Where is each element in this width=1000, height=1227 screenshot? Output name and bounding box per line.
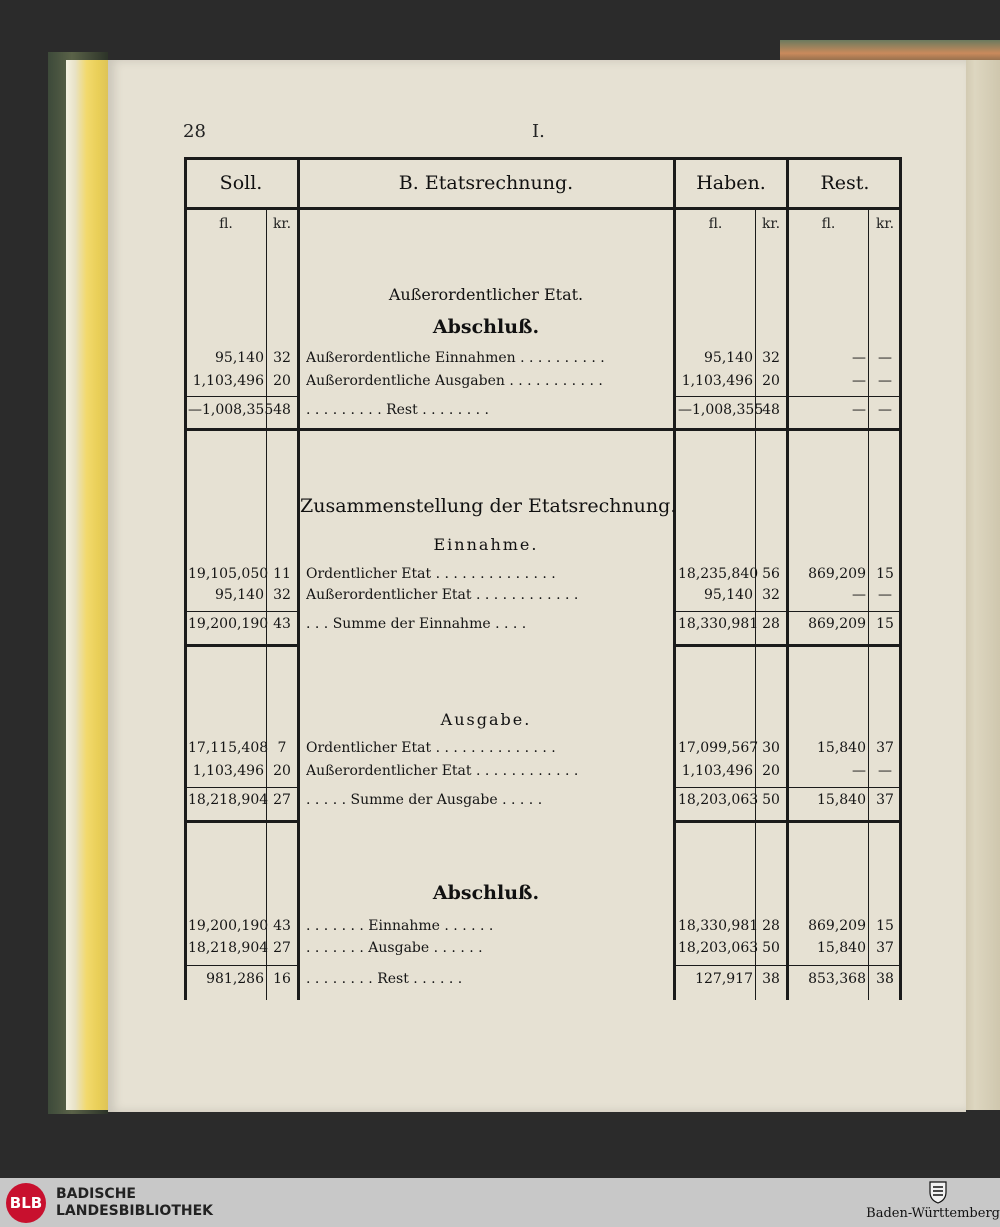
header-etatsrechnung: B. Etatsrechnung. — [398, 172, 574, 194]
cell-rest-kr: 37 — [876, 940, 894, 956]
cell-rest-kr: — — [878, 402, 892, 418]
cell-haben-kr: 38 — [762, 971, 780, 987]
cell-rest-fl: 15,840 — [817, 740, 866, 756]
header-haben: Haben. — [696, 172, 766, 194]
cell-soll-kr: 27 — [273, 792, 291, 808]
cell-description: Ordentlicher Etat . . . . . . . . . . . . . . — [306, 566, 556, 582]
cell-soll-kr: 43 — [273, 616, 291, 632]
cell-rest-fl: — — [852, 763, 866, 779]
cell-haben-fl: 127,917 — [695, 971, 753, 987]
cell-description: Außerordentliche Ausgaben . . . . . . . . . . . — [306, 373, 603, 389]
header-rest: Rest. — [820, 172, 870, 194]
cell-rest-fl: 869,209 — [808, 566, 866, 582]
cell-rest-kr: 15 — [876, 918, 894, 934]
einnahme-heading: Einnahme. — [433, 535, 539, 554]
cell-description: . . . . . . . . Rest . . . . . . — [306, 971, 463, 987]
cell-rest-kr: 15 — [876, 566, 894, 582]
cell-haben-fl: 95,140 — [704, 350, 753, 366]
blb-logo: BLB — [6, 1183, 46, 1223]
cell-haben-kr: 50 — [762, 792, 780, 808]
state-name: Baden-Württemberg — [866, 1206, 1000, 1221]
cell-soll-fl: 19,200,190 — [188, 616, 269, 632]
cell-rest-kr: 37 — [876, 740, 894, 756]
cell-soll-kr: 43 — [273, 918, 291, 934]
cell-soll-kr: 32 — [273, 350, 291, 366]
table-rule — [673, 965, 902, 966]
cell-soll-kr: 11 — [273, 566, 291, 582]
sub-rest-kr: kr. — [875, 216, 895, 232]
cell-soll-fl: —1,008,355 — [188, 402, 274, 418]
cell-rest-kr: 37 — [876, 792, 894, 808]
cell-soll-kr: 27 — [273, 940, 291, 956]
rule-haben-kr — [755, 210, 756, 1000]
table-rule — [673, 644, 902, 647]
cell-soll-fl: 95,140 — [215, 350, 264, 366]
cell-description: Ordentlicher Etat . . . . . . . . . . . . . . — [306, 740, 556, 756]
cell-rest-kr: 15 — [876, 616, 894, 632]
cell-soll-kr: 48 — [273, 402, 291, 418]
cell-description: Außerordentlicher Etat . . . . . . . . . . . . — [306, 763, 579, 779]
sub-rest-fl: fl. — [821, 216, 836, 232]
table-rule — [673, 611, 902, 612]
table-rule — [673, 787, 902, 788]
sub-soll-kr: kr. — [272, 216, 292, 232]
cell-rest-fl: 15,840 — [817, 940, 866, 956]
header-rule — [184, 207, 902, 210]
cell-rest-fl: — — [852, 373, 866, 389]
cell-haben-kr: 28 — [762, 616, 780, 632]
cell-soll-kr: 20 — [273, 763, 291, 779]
ausgabe-heading: Ausgabe. — [440, 710, 532, 729]
rule-rest-kr — [868, 210, 869, 1000]
cell-haben-kr: 28 — [762, 918, 780, 934]
cell-haben-kr: 50 — [762, 940, 780, 956]
footer-bar — [0, 1178, 1000, 1227]
cell-soll-fl: 1,103,496 — [192, 373, 264, 389]
cell-rest-fl: 869,209 — [808, 616, 866, 632]
cell-description: . . . . . . . Ausgabe . . . . . . — [306, 940, 483, 956]
state-crest-icon — [928, 1180, 948, 1204]
cell-haben-kr: 20 — [762, 763, 780, 779]
cell-description: . . . . . . . . . Rest . . . . . . . . — [306, 402, 489, 418]
cell-haben-fl: 95,140 — [704, 587, 753, 603]
sub-haben-fl: fl. — [708, 216, 723, 232]
cell-rest-kr: — — [878, 587, 892, 603]
sub-soll-fl: fl. — [219, 216, 233, 232]
cell-haben-fl: 18,235,840 — [678, 566, 759, 582]
cell-haben-fl: —1,008,355 — [678, 402, 764, 418]
cell-soll-fl: 95,140 — [215, 587, 264, 603]
cell-rest-fl: — — [852, 587, 866, 603]
table-rule — [184, 820, 298, 823]
cell-rest-fl: — — [852, 402, 866, 418]
cell-haben-kr: 20 — [762, 373, 780, 389]
cell-haben-kr: 32 — [762, 587, 780, 603]
table-rule — [184, 396, 298, 397]
table-rule — [673, 820, 902, 823]
cell-description: . . . . . . . Einnahme . . . . . . — [306, 918, 494, 934]
cell-haben-fl: 17,099,567 — [678, 740, 759, 756]
rule-soll-kr — [266, 210, 267, 1000]
cell-haben-fl: 1,103,496 — [681, 373, 753, 389]
rule-rest-left — [786, 157, 789, 1000]
cell-description: . . . . . Summe der Ausgabe . . . . . — [306, 792, 543, 808]
cell-soll-fl: 18,218,904 — [188, 940, 269, 956]
cell-rest-kr: — — [878, 350, 892, 366]
summary-heading: Zusammenstellung der Etatsrechnung. — [300, 495, 677, 517]
cell-rest-fl: — — [852, 350, 866, 366]
sub-haben-kr: kr. — [761, 216, 781, 232]
cell-rest-kr: — — [878, 763, 892, 779]
rule-haben-left — [673, 157, 676, 1000]
table-rule — [184, 428, 902, 431]
cell-rest-fl: 869,209 — [808, 918, 866, 934]
cell-rest-kr: — — [878, 373, 892, 389]
extra-abschluss-heading: Abschluß. — [432, 316, 540, 338]
extra-etat-heading: Außerordentlicher Etat. — [388, 285, 584, 304]
cell-soll-kr: 16 — [273, 971, 291, 987]
table-rule — [184, 965, 298, 966]
cell-soll-kr: 20 — [273, 373, 291, 389]
cell-soll-fl: 17,115,408 — [188, 740, 269, 756]
cell-soll-kr: 7 — [277, 740, 287, 756]
cell-soll-kr: 32 — [273, 587, 291, 603]
cell-haben-kr: 30 — [762, 740, 780, 756]
cell-rest-fl: 15,840 — [817, 792, 866, 808]
library-name: BADISCHE LANDESBIBLIOTHEK — [56, 1186, 214, 1219]
table-rule — [673, 396, 902, 397]
cell-description: Außerordentliche Einnahmen . . . . . . . . . . — [306, 350, 605, 366]
cell-haben-fl: 18,203,063 — [678, 792, 759, 808]
cell-soll-fl: 19,200,190 — [188, 918, 269, 934]
cell-rest-kr: 38 — [876, 971, 894, 987]
cell-rest-fl: 853,368 — [808, 971, 866, 987]
cell-soll-fl: 981,286 — [206, 971, 264, 987]
table-rule — [184, 644, 298, 647]
cell-haben-fl: 18,330,981 — [678, 918, 759, 934]
cell-haben-fl: 18,203,063 — [678, 940, 759, 956]
cell-description: Außerordentlicher Etat . . . . . . . . . . . . — [306, 587, 579, 603]
cell-soll-fl: 18,218,904 — [188, 792, 269, 808]
final-abschluss-heading: Abschluß. — [432, 882, 540, 904]
header-soll: Soll. — [219, 172, 263, 194]
cell-haben-fl: 1,103,496 — [681, 763, 753, 779]
cell-haben-kr: 48 — [762, 402, 780, 418]
rule-soll-right — [297, 157, 300, 1000]
cell-haben-kr: 32 — [762, 350, 780, 366]
table-rule — [184, 787, 298, 788]
cell-haben-fl: 18,330,981 — [678, 616, 759, 632]
cell-description: . . . Summe der Einnahme . . . . — [306, 616, 527, 632]
book-cover-edge — [780, 40, 1000, 62]
cell-soll-fl: 19,105,050 — [188, 566, 269, 582]
cell-soll-fl: 1,103,496 — [192, 763, 264, 779]
page-number: 28 — [183, 121, 206, 142]
cell-haben-kr: 56 — [762, 566, 780, 582]
section-number: I. — [532, 121, 545, 142]
page-edges — [66, 60, 112, 1110]
table-rule — [184, 611, 298, 612]
